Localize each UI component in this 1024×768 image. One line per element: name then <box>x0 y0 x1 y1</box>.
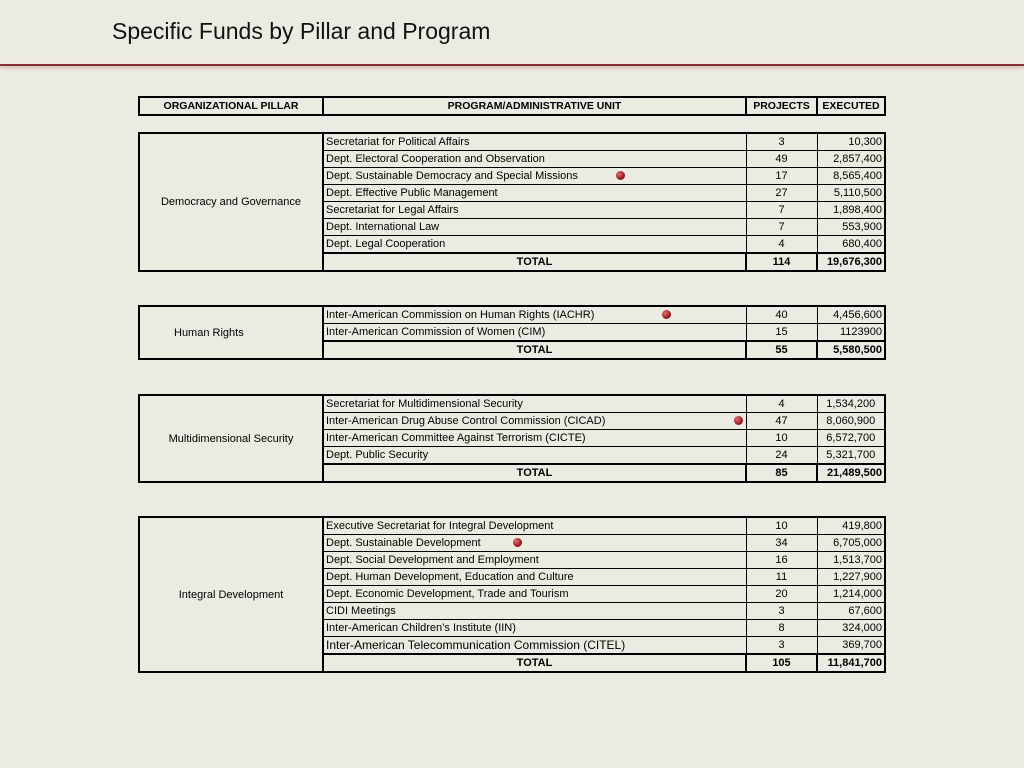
program-cell: Inter-American Telecommunication Commission (CITEL) <box>323 637 746 655</box>
section-integral-development <box>138 516 886 673</box>
program-cell: Secretariat for Multidimensional Security <box>323 395 746 413</box>
program-cell: Executive Secretariat for Integral Development <box>323 517 746 535</box>
executed-cell: 8,565,400 <box>817 168 885 185</box>
executed-cell: 1,513,700 <box>817 552 885 569</box>
total-projects: 105 <box>746 654 817 672</box>
projects-cell: 27 <box>746 185 817 202</box>
header-pillar: ORGANIZATIONAL PILLAR <box>139 97 323 115</box>
total-label: TOTAL <box>323 464 746 482</box>
program-cell: Inter-American Commission of Women (CIM) <box>323 324 746 342</box>
projects-cell: 24 <box>746 447 817 465</box>
executed-cell: 324,000 <box>817 620 885 637</box>
executed-cell: 1,227,900 <box>817 569 885 586</box>
executed-cell: 680,400 <box>817 236 885 254</box>
executed-cell: 419,800 <box>817 517 885 535</box>
page-title: Specific Funds by Pillar and Program <box>112 18 491 44</box>
pillar-label: Integral Development <box>139 517 323 672</box>
total-projects: 114 <box>746 253 817 271</box>
program-cell: Secretariat for Political Affairs <box>323 133 746 151</box>
table-row <box>139 517 885 535</box>
section-human-rights <box>138 305 886 360</box>
program-cell: Dept. Economic Development, Trade and Tourism <box>323 586 746 603</box>
executed-cell: 5,110,500 <box>817 185 885 202</box>
table-row <box>139 306 885 324</box>
total-label: TOTAL <box>323 654 746 672</box>
program-label: Dept. Sustainable Democracy and Special Missions <box>326 170 578 182</box>
executed-cell: 8,060,900 <box>817 413 885 430</box>
header-executed: EXECUTED <box>817 97 885 115</box>
section-multidimensional-security <box>138 394 886 483</box>
projects-cell: 11 <box>746 569 817 586</box>
projects-cell: 3 <box>746 133 817 151</box>
projects-cell: 17 <box>746 168 817 185</box>
program-label: Inter-American Drug Abuse Control Commission (CICAD) <box>326 415 606 427</box>
program-cell: Dept. Social Development and Employment <box>323 552 746 569</box>
section-democracy-governance <box>138 132 886 272</box>
projects-cell: 8 <box>746 620 817 637</box>
header-program: PROGRAM/ADMINISTRATIVE UNIT <box>323 97 746 115</box>
pillar-label: Multidimensional Security <box>139 395 323 482</box>
header-table <box>138 96 886 116</box>
projects-cell: 7 <box>746 202 817 219</box>
projects-cell: 34 <box>746 535 817 552</box>
executed-cell: 10,300 <box>817 133 885 151</box>
executed-cell: 1,214,000 <box>817 586 885 603</box>
projects-cell: 4 <box>746 395 817 413</box>
program-cell: Dept. Electoral Cooperation and Observation <box>323 151 746 168</box>
total-projects: 55 <box>746 341 817 359</box>
total-label: TOTAL <box>323 253 746 271</box>
projects-cell: 4 <box>746 236 817 254</box>
program-cell: Secretariat for Legal Affairs <box>323 202 746 219</box>
projects-cell: 47 <box>746 413 817 430</box>
program-cell: Inter-American Children’s Institute (IIN) <box>323 620 746 637</box>
table-row <box>139 395 885 413</box>
executed-cell: 1,898,400 <box>817 202 885 219</box>
bullet-marker-icon <box>616 171 625 180</box>
table-row <box>139 133 885 151</box>
program-cell: CIDI Meetings <box>323 603 746 620</box>
executed-cell: 1123900 <box>817 324 885 342</box>
total-executed: 21,489,500 <box>817 464 885 482</box>
projects-cell: 20 <box>746 586 817 603</box>
projects-cell: 3 <box>746 637 817 655</box>
total-executed: 19,676,300 <box>817 253 885 271</box>
program-cell: Dept. Human Development, Education and Culture <box>323 569 746 586</box>
program-cell: Inter-American Committee Against Terrorism (CICTE) <box>323 430 746 447</box>
projects-cell: 49 <box>746 151 817 168</box>
bullet-marker-icon <box>513 538 522 547</box>
program-cell <box>323 306 746 324</box>
program-cell <box>323 535 746 552</box>
executed-cell: 5,321,700 <box>817 447 885 465</box>
executed-cell: 369,700 <box>817 637 885 655</box>
bullet-marker-icon <box>662 310 671 319</box>
program-cell <box>323 168 746 185</box>
projects-cell: 40 <box>746 306 817 324</box>
pillar-label: Human Rights <box>139 306 323 359</box>
projects-cell: 10 <box>746 430 817 447</box>
projects-cell: 7 <box>746 219 817 236</box>
title-divider <box>0 64 1024 66</box>
total-executed: 11,841,700 <box>817 654 885 672</box>
total-executed: 5,580,500 <box>817 341 885 359</box>
total-label: TOTAL <box>323 341 746 359</box>
program-label: Dept. Sustainable Development <box>326 537 481 549</box>
program-cell: Dept. Effective Public Management <box>323 185 746 202</box>
program-cell: Dept. International Law <box>323 219 746 236</box>
program-cell <box>323 413 746 430</box>
executed-cell: 6,572,700 <box>817 430 885 447</box>
executed-cell: 1,534,200 <box>817 395 885 413</box>
bullet-marker-icon <box>734 416 743 425</box>
projects-cell: 15 <box>746 324 817 342</box>
projects-cell: 3 <box>746 603 817 620</box>
projects-cell: 10 <box>746 517 817 535</box>
projects-cell: 16 <box>746 552 817 569</box>
executed-cell: 4,456,600 <box>817 306 885 324</box>
executed-cell: 553,900 <box>817 219 885 236</box>
program-cell: Dept. Public Security <box>323 447 746 465</box>
pillar-label: Democracy and Governance <box>139 133 323 271</box>
program-cell: Dept. Legal Cooperation <box>323 236 746 254</box>
executed-cell: 6,705,000 <box>817 535 885 552</box>
header-projects: PROJECTS <box>746 97 817 115</box>
program-label: Inter-American Commission on Human Rights (IACHR) <box>326 309 595 321</box>
total-projects: 85 <box>746 464 817 482</box>
executed-cell: 2,857,400 <box>817 151 885 168</box>
executed-cell: 67,600 <box>817 603 885 620</box>
